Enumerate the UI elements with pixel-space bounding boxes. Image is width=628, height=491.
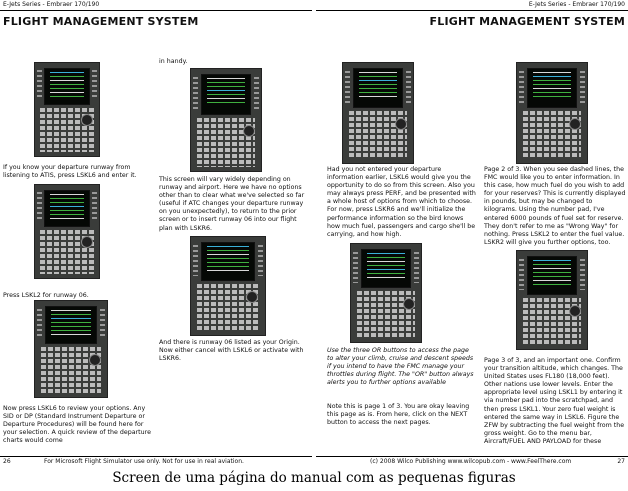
right-para-4: Page 2 of 3. When you see dashed lines, the FMC would like you to enter information. In this case, how much fuel do you wish to add for your reserves? This is currently displayed in pounds, but may be changed to kilograms. Using the number pad, I've entered 6000 pounds of fuel set for reserve. They don't refer to me as "Wrong Way" for nothing. Press LSKL2 to enter the fuel value. LSKR2 will give you further options, too. [484, 166, 626, 246]
right-page [316, 0, 628, 466]
right-page-title: FLIGHT MANAGEMENT SYSTEM [429, 15, 625, 28]
right-para-2-italic: Use the three OR buttons to access the page to alter your climb, cruise and descent speeds if you intend to have the FMC manage your throttles during flight. The "OR" button always alerts you to further options available [327, 347, 474, 387]
left-para-2: Press LSKL2 for runway 06. [3, 292, 89, 299]
right-page-header: E-Jets Series - Embraer 170/190 [316, 0, 628, 11]
fmc-figure-perf-init [342, 62, 414, 164]
fmc-figure-flight-plan [190, 236, 266, 336]
right-para-5: Page 3 of 3, and an important one. Confirm your transition altitude, which changes. The United States uses FL180 (18,000 feet). Other nations use lower levels. Enter the appropriate level using LSKL1 by entering it via number pad into the scratchpad, and then press LSKL1. Your zero fuel weight is entered the same way in LSKL6. Figure the ZFW by subtracting the fuel weight from the gross weight. Go to the menu bar, Aircraft/FUEL AND PAYLOAD for these [484, 357, 625, 445]
fmc-figure-runways [34, 184, 100, 279]
left-page [0, 0, 312, 466]
left-page-title: FLIGHT MANAGEMENT SYSTEM [3, 15, 199, 28]
left-footer-text: For Microsoft Flight Simulator use only. Not for use in real aviation. [44, 458, 244, 465]
fmc-figure-procedures [34, 300, 108, 398]
fmc-figure-perf-page-2 [516, 62, 588, 164]
image-caption: Screen de uma página do manual com as pequenas figuras [0, 467, 628, 491]
left-para-6: And there is runway 06 listed as your Origin. Now either cancel with LSKL6 or activate with LSKR6. [159, 339, 304, 363]
left-page-footer [0, 456, 312, 466]
left-para-3: Now press LSKL6 to review your options. Any SID or DP (Standard Instrument Departure or Departure Procedures) will be found here for your selection. A quick review of the departure charts would come [3, 405, 151, 445]
left-para-4: in handy. [159, 58, 188, 65]
fmc-figure-perf-page-1 [350, 243, 422, 343]
fmc-figure-sid-options [190, 68, 262, 172]
right-page-number: 27 [617, 458, 625, 465]
right-page-footer [316, 456, 628, 466]
left-para-1: If you know your departure runway from listening to ATIS, press LSKL6 and enter it. [3, 164, 137, 180]
left-page-header: E-Jets Series - Embraer 170/190 [0, 0, 312, 11]
fmc-figure-perf-page-3 [516, 250, 588, 350]
left-page-number: 26 [3, 458, 11, 465]
right-para-1: Had you not entered your departure information earlier, LSKL6 would give you the opportunity to do so from this screen. Also you may always press PERF, and be presented with a whole host of options from which to choose. For now, press LSKR6 and we'll initialize the performance information so the bird knows how much fuel, passengers and cargo she'll be carrying, and how high. [327, 166, 476, 238]
right-para-3: Note this is page 1 of 3. You are okay leaving this page as is. From here, click on the NEXT button to access the next pages. [327, 403, 470, 427]
right-footer-text: (c) 2008 Wilco Publishing www.wilcopub.com - www.FeelThere.com [370, 458, 572, 465]
left-para-5: This screen will vary widely depending on runway and airport. Here we have no options other than to clear what we've selected so far (useful if ATC changes your departure runway on you unexpectedly), to return to the prior screen or to insert runway 06 into our flight plan with LSKR6. [159, 176, 305, 232]
fmc-figure-departure [34, 62, 100, 157]
